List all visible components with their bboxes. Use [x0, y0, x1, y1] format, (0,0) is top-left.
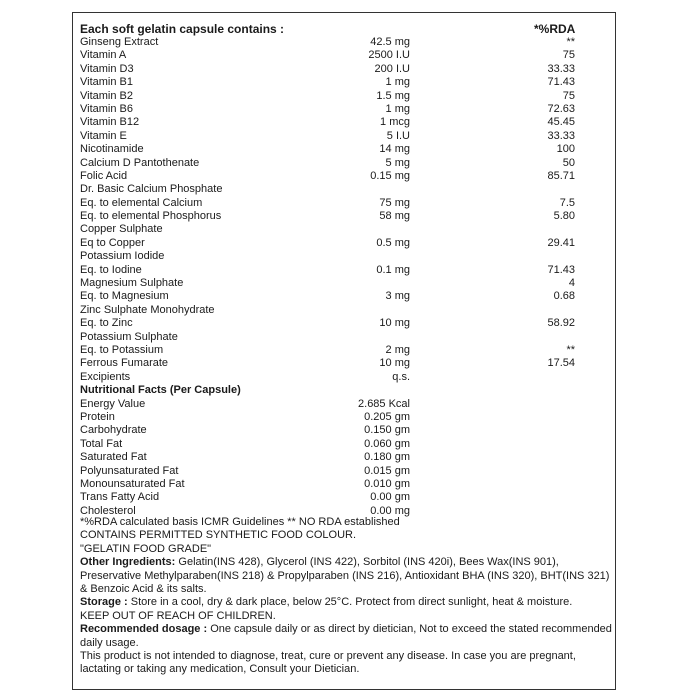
children-warning: KEEP OUT OF REACH OF CHILDREN. — [80, 609, 276, 622]
composition-row — [80, 103, 580, 116]
composition-row — [80, 264, 580, 277]
ingredient-name: Eq to Copper — [80, 236, 145, 249]
ingredient-rda: 7.5 — [559, 196, 575, 209]
composition-row — [80, 49, 580, 62]
ingredient-amount: 2.685 Kcal — [358, 397, 410, 410]
rda-column-heading: *%RDA — [534, 22, 576, 36]
ingredient-rda: 75 — [562, 49, 575, 62]
ingredient-amount: 2500 I.U — [368, 49, 410, 62]
ingredient-rda: 45.45 — [547, 116, 575, 129]
ingredient-rda: 75 — [562, 89, 575, 102]
ingredient-amount: 42.5 mg — [370, 36, 410, 48]
ingredient-name: Eq. to Iodine — [80, 263, 142, 276]
ingredient-amount: 58 mg — [379, 210, 410, 223]
ingredient-amount: q.s. — [392, 370, 410, 383]
ingredient-rda: 17.54 — [547, 357, 575, 370]
other-ingredients — [80, 556, 614, 596]
storage-instructions — [80, 596, 614, 609]
ingredient-name: Trans Fatty Acid — [80, 491, 160, 504]
rda-footnote: *%RDA calculated basis ICMR Guidelines ** NO RDA established — [80, 516, 400, 528]
ingredient-amount: 5 mg — [385, 156, 410, 169]
other-ingredients-label: Other Ingredients: — [80, 556, 176, 569]
ingredient-rda: 5.80 — [553, 210, 575, 223]
ingredient-amount: 0.1 mg — [376, 263, 410, 276]
ingredient-name: Eq. to elemental Calcium — [80, 196, 203, 209]
ingredient-name: Zinc Sulphate Monohydrate — [80, 303, 215, 316]
ingredient-amount: 1 mg — [385, 102, 410, 115]
ingredient-rda: 58.92 — [547, 317, 575, 330]
composition-table — [80, 36, 580, 518]
ingredient-name: Cholesterol — [80, 504, 136, 517]
ingredient-amount: 0.010 gm — [364, 477, 410, 490]
ingredient-name: Vitamin A — [80, 49, 127, 62]
ingredient-name: Folic Acid — [80, 169, 128, 182]
ingredient-amount: 0.150 gm — [364, 424, 410, 437]
composition-row — [80, 250, 580, 263]
ingredient-amount: 200 I.U — [374, 62, 410, 75]
ingredient-name: Potassium Sulphate — [80, 330, 178, 343]
label-notes — [80, 516, 614, 677]
ingredient-name: Vitamin E — [80, 129, 127, 142]
ingredient-name: Ferrous Fumarate — [80, 357, 169, 370]
ingredient-name: Excipients — [80, 370, 131, 383]
composition-row — [80, 116, 580, 129]
composition-row — [80, 157, 580, 170]
ingredient-rda: 85.71 — [547, 169, 575, 182]
ingredient-name: Saturated Fat — [80, 451, 147, 464]
ingredient-amount: 0.00 gm — [370, 491, 410, 504]
ingredient-name: Nutritional Facts (Per Capsule) — [80, 384, 241, 397]
composition-row — [80, 76, 580, 89]
storage-label: Storage : — [80, 596, 128, 609]
composition-row — [80, 411, 580, 424]
ingredient-amount: 0.060 gm — [364, 437, 410, 450]
ingredient-rda: 100 — [556, 143, 575, 156]
ingredient-amount: 1.5 mg — [376, 89, 410, 102]
ingredient-amount: 0.15 mg — [370, 169, 410, 182]
composition-row — [80, 130, 580, 143]
ingredient-name: Ginseng Extract — [80, 36, 159, 48]
composition-row — [80, 183, 580, 196]
composition-row — [80, 465, 580, 478]
ingredient-rda: 4 — [568, 277, 575, 290]
composition-row — [80, 491, 580, 504]
composition-row — [80, 170, 580, 183]
composition-row — [80, 424, 580, 437]
composition-row — [80, 478, 580, 491]
ingredient-name: Nicotinamide — [80, 143, 144, 156]
composition-row — [80, 357, 580, 370]
ingredient-amount: 75 mg — [379, 196, 410, 209]
ingredient-amount: 0.205 gm — [364, 410, 410, 423]
dosage-label: Recommended dosage : — [80, 623, 208, 636]
composition-row — [80, 210, 580, 223]
composition-row — [80, 90, 580, 103]
ingredient-amount: 14 mg — [379, 143, 410, 156]
ingredient-name: Vitamin B6 — [80, 102, 133, 115]
ingredient-amount: 0.180 gm — [364, 451, 410, 464]
ingredient-rda: 50 — [562, 156, 575, 169]
ingredient-name: Eq. to elemental Phosphorus — [80, 210, 222, 223]
colour-statement: CONTAINS PERMITTED SYNTHETIC FOOD COLOUR. — [80, 529, 357, 542]
ingredient-name: Carbohydrate — [80, 424, 147, 437]
ingredient-rda: 71.43 — [547, 76, 575, 89]
ingredient-amount: 0.5 mg — [376, 236, 410, 249]
ingredient-amount: 0.015 gm — [364, 464, 410, 477]
ingredient-name: Eq. to Potassium — [80, 343, 164, 356]
ingredient-amount: 1 mg — [385, 76, 410, 89]
ingredient-amount: 10 mg — [379, 317, 410, 330]
composition-row — [80, 277, 580, 290]
composition-row — [80, 223, 580, 236]
ingredient-name: Copper Sulphate — [80, 223, 163, 236]
composition-row — [80, 304, 580, 317]
ingredient-name: Potassium Iodide — [80, 250, 165, 263]
ingredient-name: Total Fat — [80, 437, 123, 450]
ingredient-name: Energy Value — [80, 397, 146, 410]
ingredient-rda: 29.41 — [547, 236, 575, 249]
ingredient-name: Dr. Basic Calcium Phosphate — [80, 183, 223, 196]
composition-row — [80, 143, 580, 156]
ingredient-rda: ** — [566, 36, 575, 48]
composition-row — [80, 63, 580, 76]
ingredient-name: Vitamin B2 — [80, 89, 133, 102]
disclaimer: This product is not intended to diagnose, treat, cure or prevent any disease. In case you are pregnant, lactating or taking any medication, Consult your Dietician. — [80, 650, 576, 676]
ingredient-amount: 0.00 mg — [370, 504, 410, 517]
ingredient-name: Eq. to Magnesium — [80, 290, 169, 303]
composition-row — [80, 290, 580, 303]
ingredient-amount: 5 I.U — [386, 129, 410, 142]
ingredient-name: Eq. to Zinc — [80, 317, 133, 330]
ingredient-rda: ** — [566, 343, 575, 356]
ingredient-name: Protein — [80, 410, 115, 423]
composition-row — [80, 197, 580, 210]
ingredient-name: Magnesium Sulphate — [80, 277, 184, 290]
gelatin-grade: "GELATIN FOOD GRADE" — [80, 542, 212, 555]
recommended-dosage — [80, 623, 614, 650]
composition-row — [80, 438, 580, 451]
ingredient-amount: 3 mg — [385, 290, 410, 303]
ingredient-name: Polyunsaturated Fat — [80, 464, 179, 477]
ingredient-rda: 71.43 — [547, 263, 575, 276]
dosage-text: One capsule daily or as direct by dietician, Not to exceed the stated recommended daily usage. — [80, 623, 612, 649]
ingredient-name: Monounsaturated Fat — [80, 477, 185, 490]
ingredient-name: Vitamin D3 — [80, 62, 134, 75]
ingredient-amount: 2 mg — [385, 343, 410, 356]
composition-row — [80, 344, 580, 357]
ingredient-rda: 33.33 — [547, 62, 575, 75]
composition-row — [80, 371, 580, 384]
ingredient-amount: 10 mg — [379, 357, 410, 370]
ingredient-rda: 33.33 — [547, 129, 575, 142]
composition-heading: Each soft gelatin capsule contains : — [80, 22, 285, 36]
composition-row — [80, 451, 580, 464]
ingredient-name: Vitamin B12 — [80, 116, 140, 129]
other-ingredients-text: Gelatin(INS 428), Glycerol (INS 422), Sorbitol (INS 420i), Bees Wax(INS 901), Preservative Methylparaben(INS 218) & Propylparaben (INS 216), Antioxidant BHA (INS 320), BHT(INS 321) & Benzoic Acid & its salts. — [80, 556, 610, 596]
ingredient-rda: 0.68 — [553, 290, 575, 303]
ingredient-rda: 72.63 — [547, 102, 575, 115]
composition-row — [80, 317, 580, 330]
storage-text: Store in a cool, dry & dark place, below 25°C. Protect from direct sunlight, heat & moisture. — [127, 596, 573, 609]
composition-row — [80, 36, 580, 49]
ingredient-amount: 1 mcg — [380, 116, 410, 129]
composition-row — [80, 384, 580, 397]
composition-row — [80, 331, 580, 344]
composition-row — [80, 398, 580, 411]
ingredient-name: Calcium D Pantothenate — [80, 156, 200, 169]
ingredient-name: Vitamin B1 — [80, 76, 133, 89]
composition-row — [80, 237, 580, 250]
